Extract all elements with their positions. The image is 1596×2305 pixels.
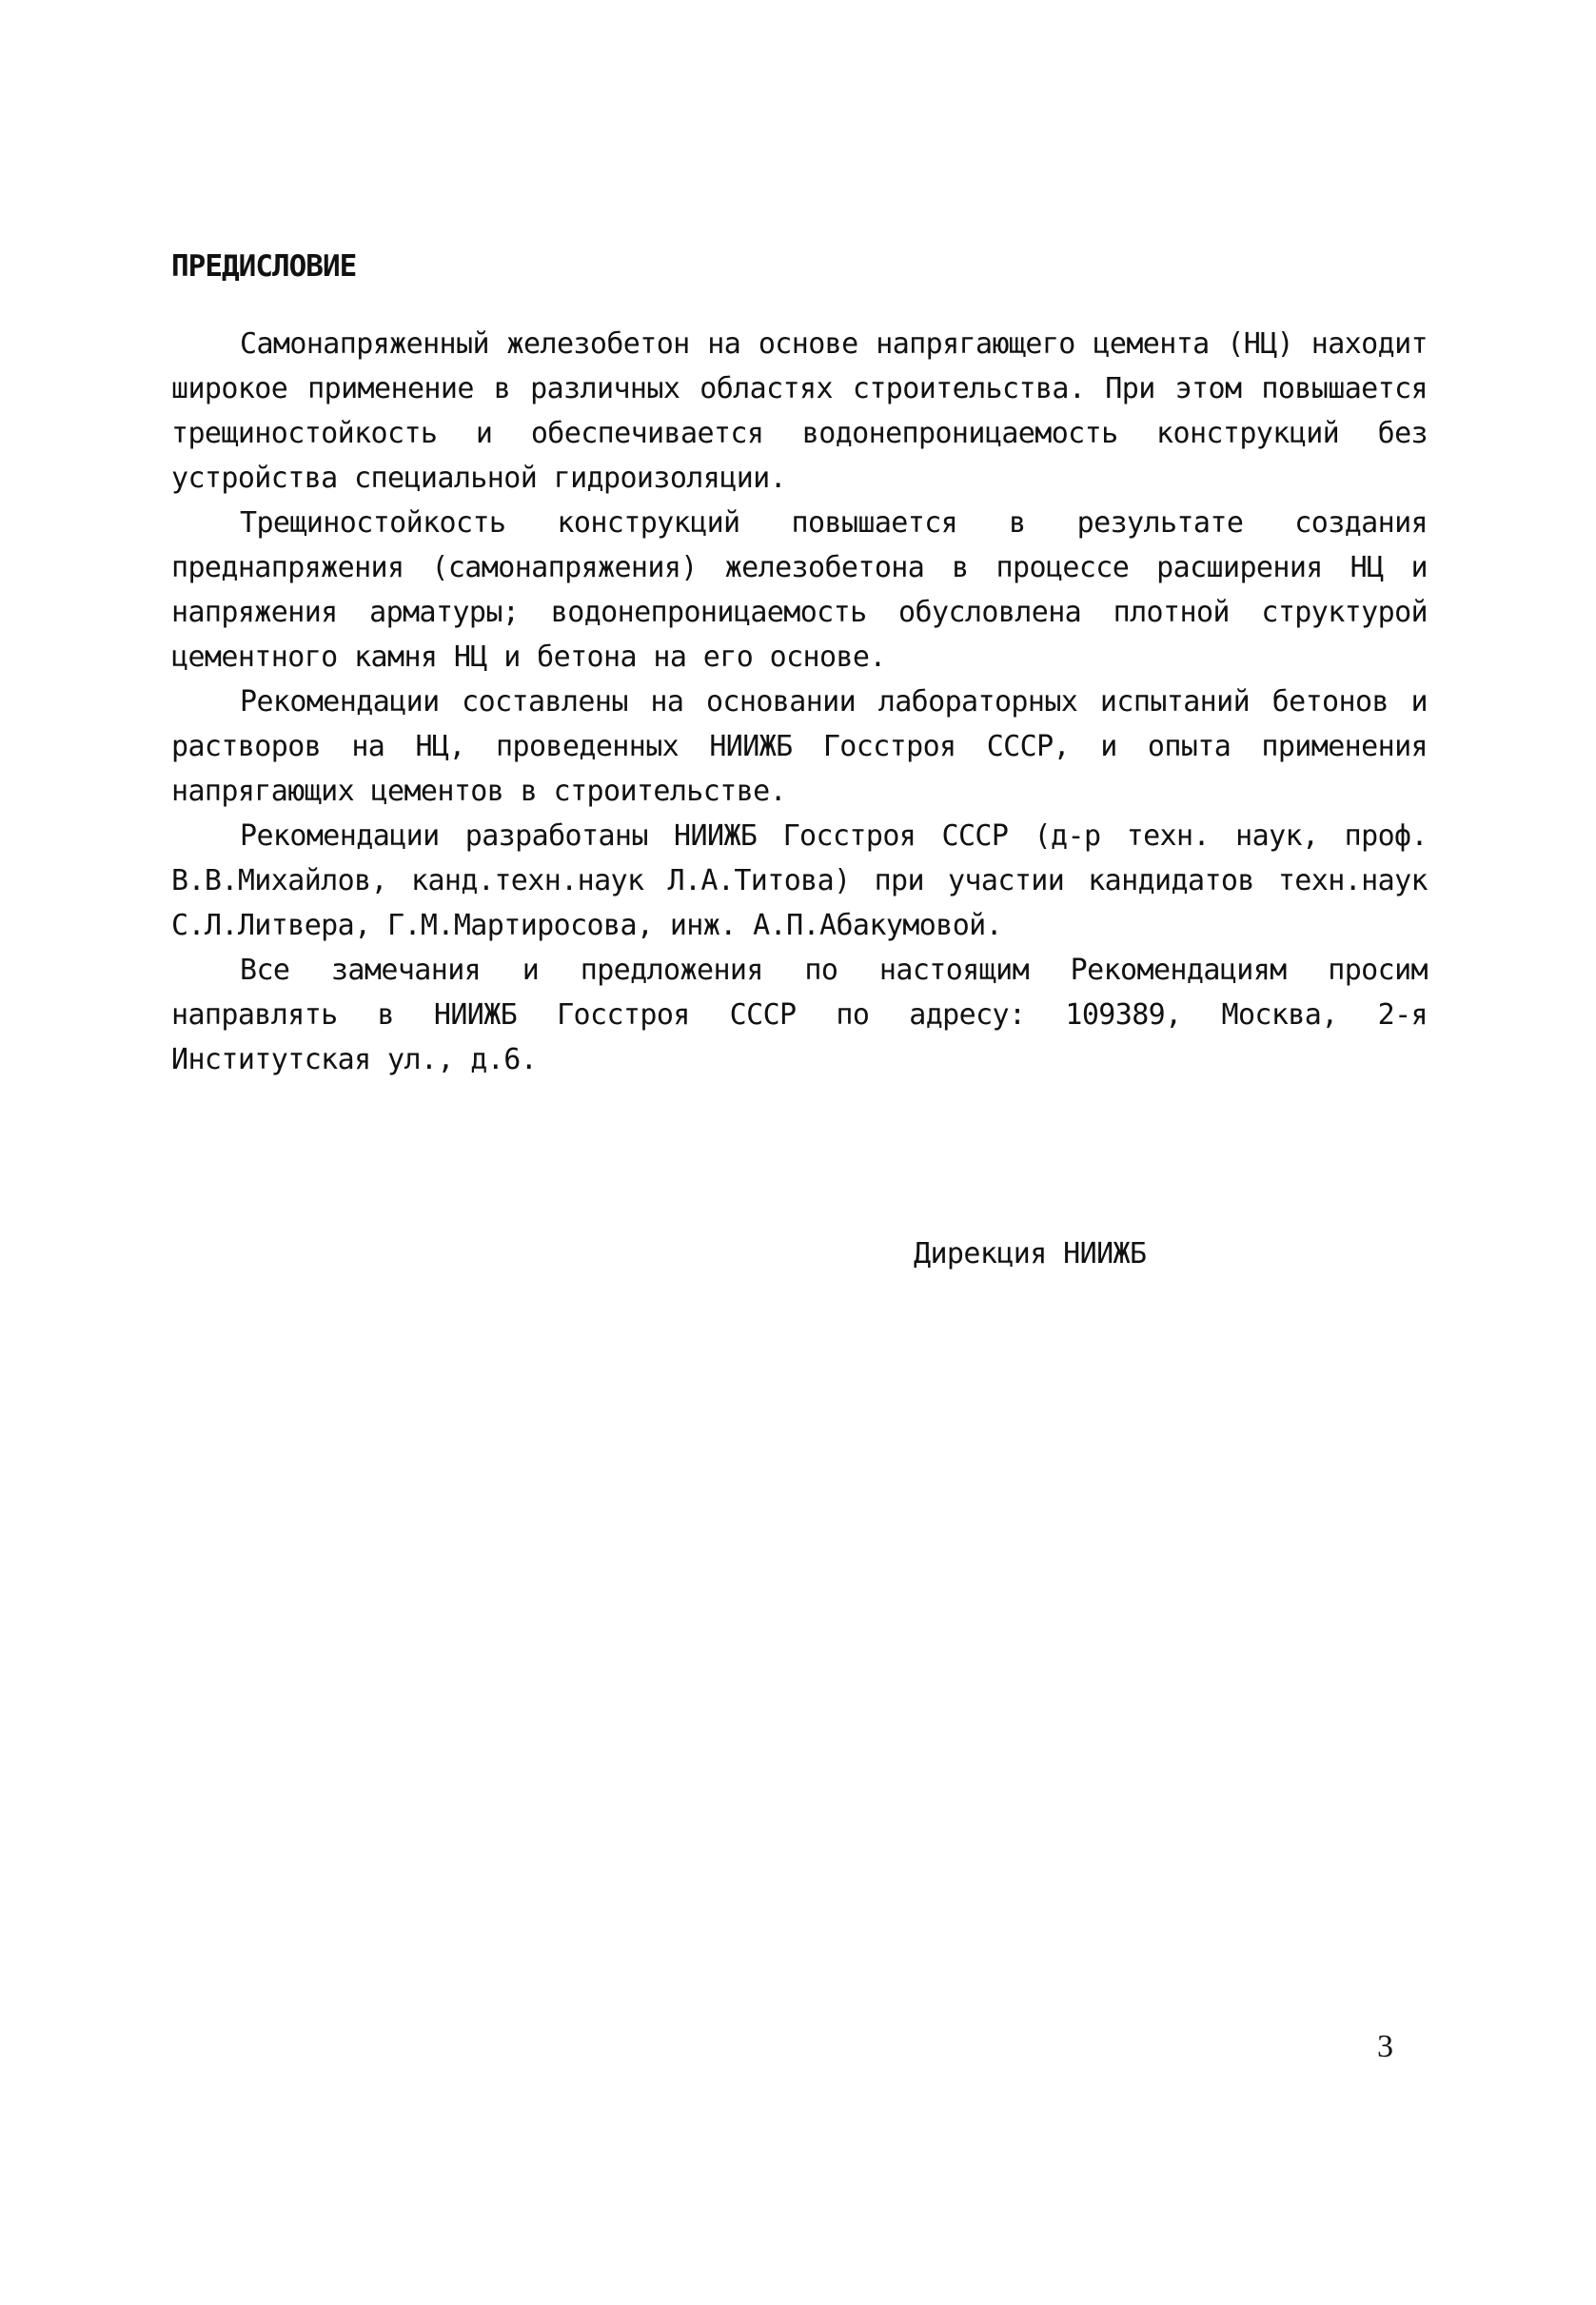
signature: Дирекция НИИЖБ	[914, 1237, 1147, 1271]
document-body	[171, 322, 1428, 1082]
paragraph-authors: Рекомендации разработаны НИИЖБ Госстроя СССР (д-р техн. наук, проф. В.В.Михайлов, канд.техн.наук Л.А.Титова) при участии кандидатов техн.наук С.Л.Литвера, Г.М.Мартиросова, инж. А.П.Абакумовой.	[171, 819, 1428, 942]
paragraph-basis: Рекомендации составлены на основании лабораторных испытаний бетонов и растворов на НЦ, проведенных НИИЖБ Госстроя СССР, и опыта применения напрягающих цементов в строительстве.	[171, 685, 1428, 808]
page-title: ПРЕДИСЛОВИЕ	[171, 249, 357, 284]
page-number: 3	[1377, 2029, 1393, 2064]
paragraph-feedback: Все замечания и предложения по настоящим Рекомендациям просим направлять в НИИЖБ Госстроя СССР по адресу: 109389, Москва, 2-я Институтская ул., д.6.	[171, 954, 1428, 1076]
paragraph-crack-resistance: Трещиностойкость конструкций повышается в результате создания преднапряжения (самонапряжения) железобетона в процессе расширения НЦ и напряжения арматуры; водонепроницаемость обусловлена плотной структурой цементного камня НЦ и бетона на его основе.	[171, 506, 1428, 674]
paragraph-intro: Самонапряженный железобетон на основе напрягающего цемента (НЦ) находит широкое применение в различных областях строительства. При этом повышается трещиностойкость и обеспечивается водонепроницаемость конструкций без устройства специальной гидроизоляции.	[171, 327, 1428, 495]
